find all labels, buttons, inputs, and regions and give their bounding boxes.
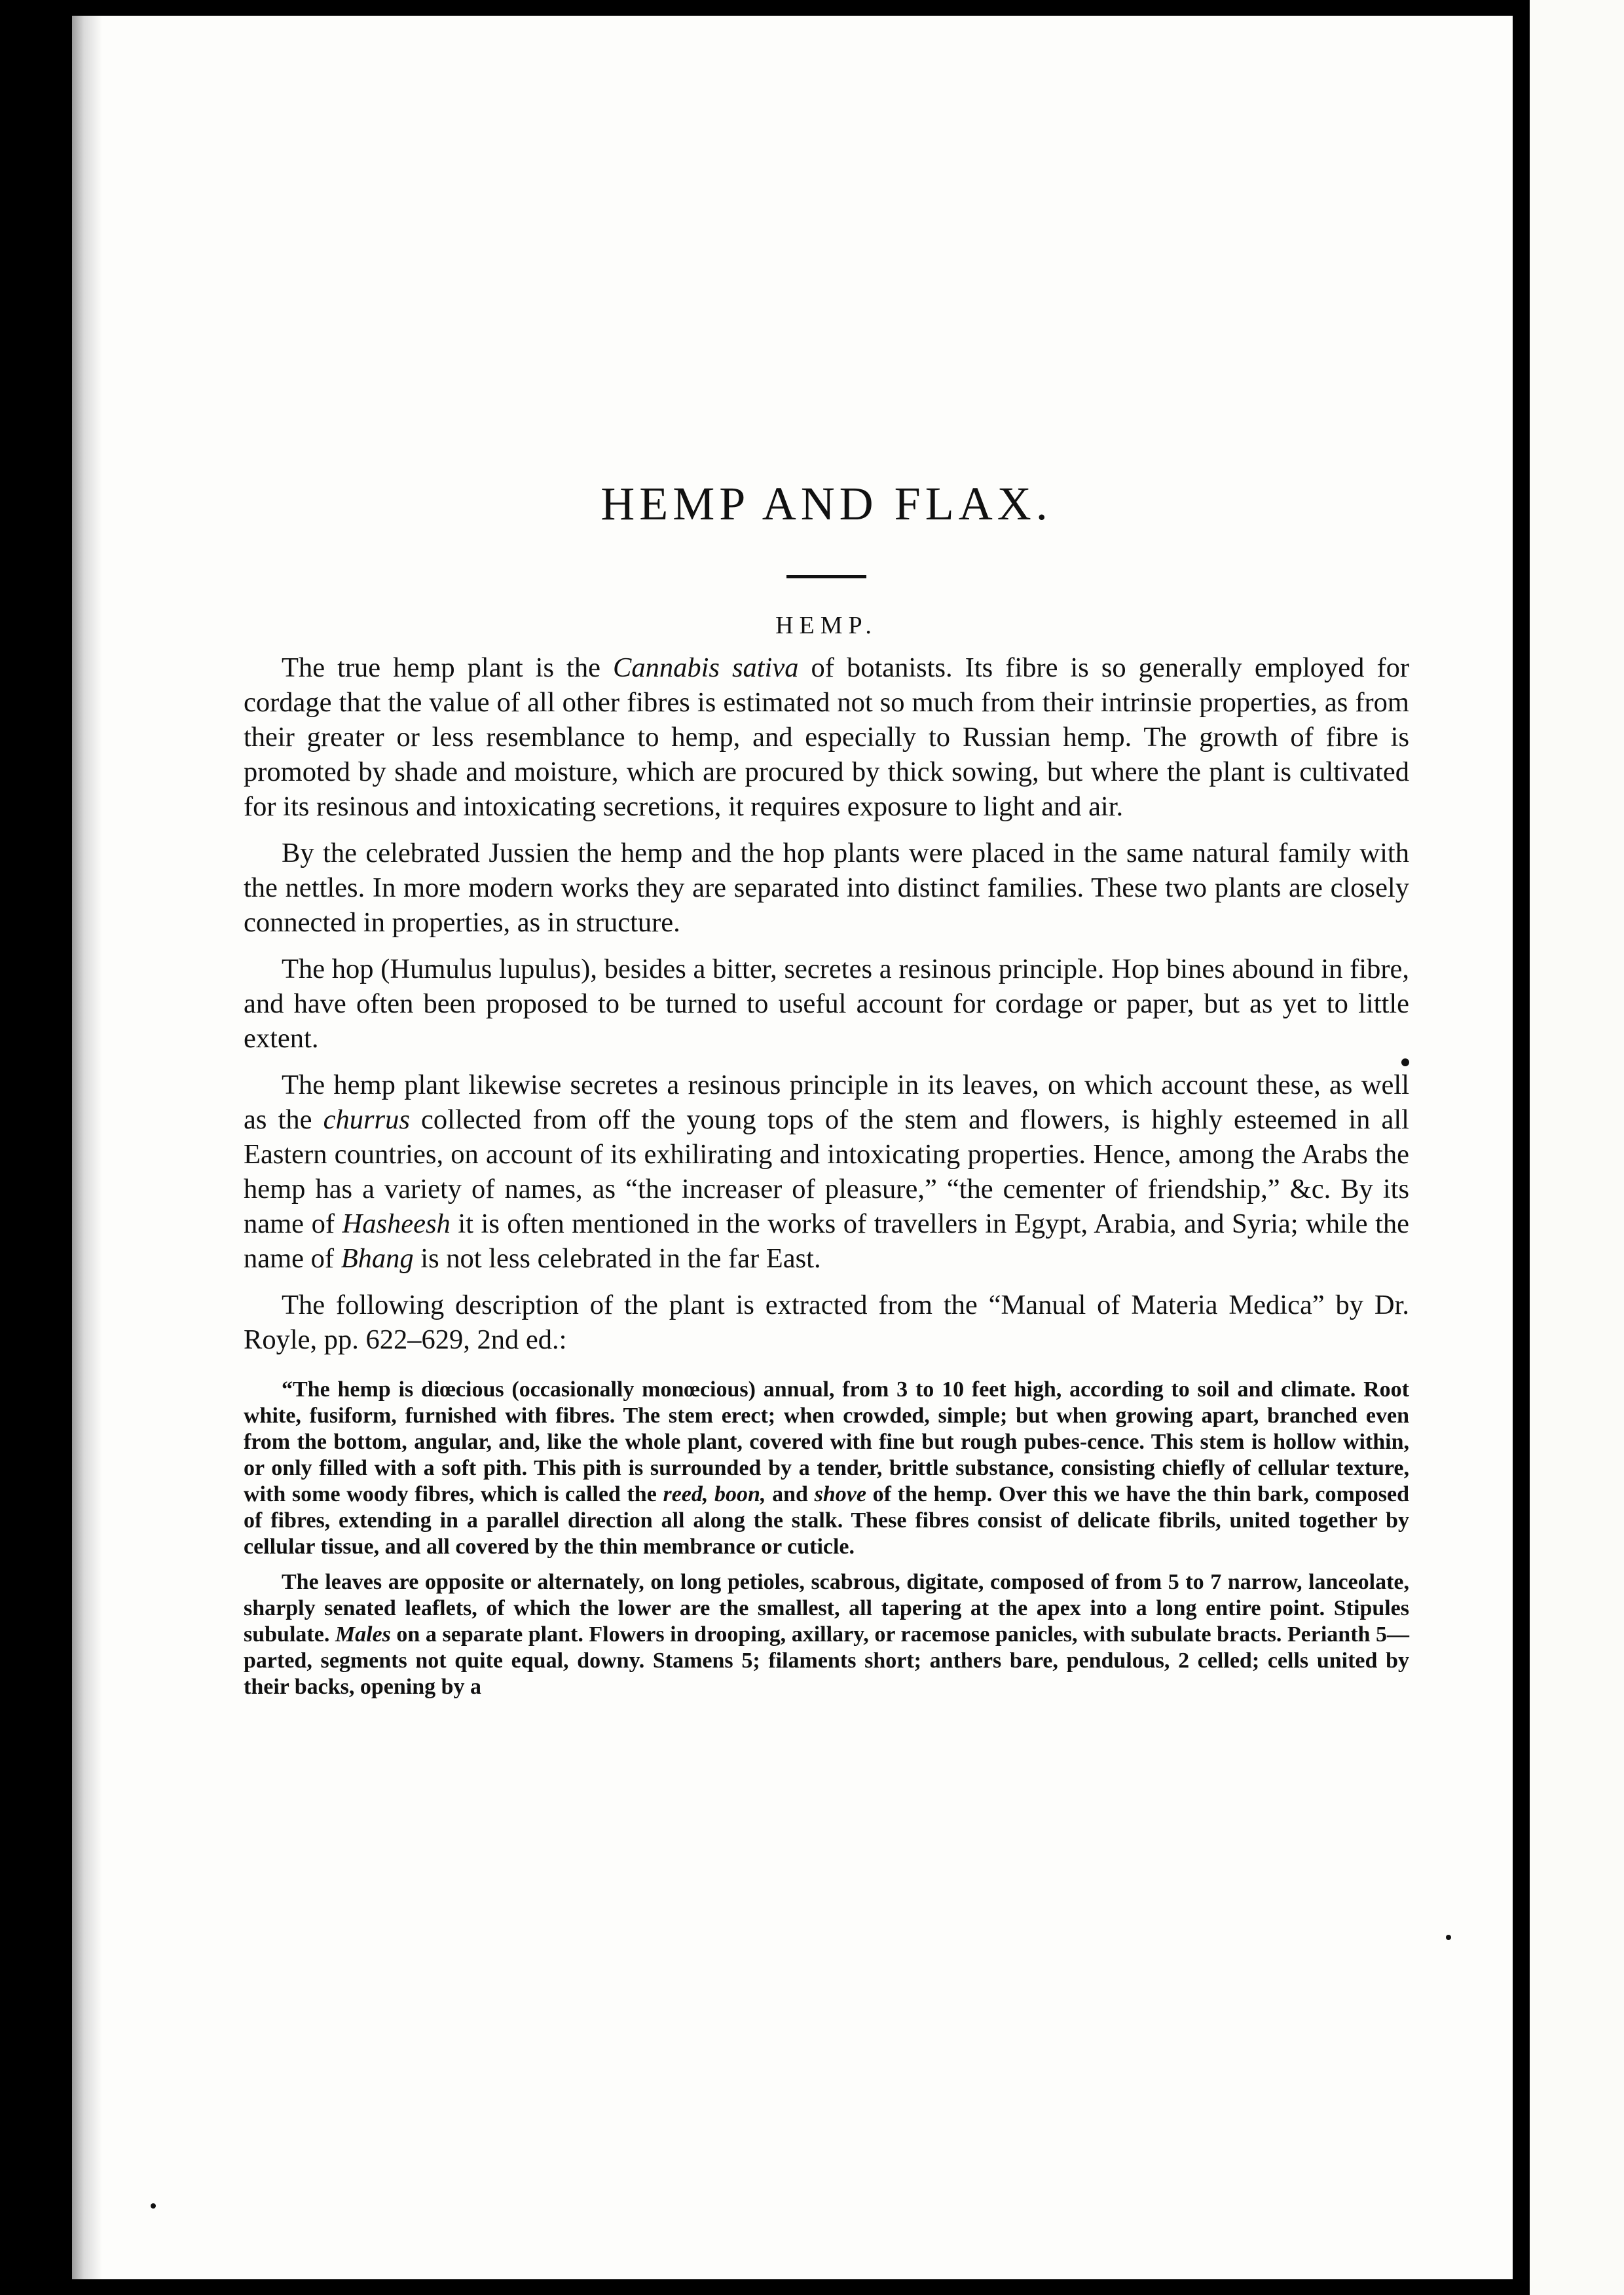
quotation-paragraph: “The hemp is diœcious (occasionally monœcious) annual, from 3 to 10 feet high, according to soil and climate. Root white, fusiform, furnished with fibres. The stem erect; when crowded, simple; but when growing apart, branched even from the bottom, angular, and, like the whole plant, covered with fine but rough pubes-cence. This stem is hollow within, or only filled with a soft pith. This pith is surrounded by a tender, brittle substance, consisting chiefly of cellular texture, with some woody fibres, which is called the reed, boon, and shove of the hemp. Over this we have the thin bark, composed of fibres, extending in a parallel direction all along the stalk. These fibres consist of delicate fibrils, united together by cellular tissue, and all covered by the thin membrance or cuticle. (244, 1377, 1409, 1559)
paragraph: The true hemp plant is the Cannabis sativa of botanists. Its fibre is so generally employed for cordage that the value of all other fibres is estimated not so much from their intrinsie properties, as from their greater or less resemblance to hemp, and especially to Russian hemp. The growth of fibre is promoted by shade and moisture, which are procured by thick sowing, but where the plant is cultivated for its resinous and intoxicating secretions, it requires exposure to light and air. (244, 652, 1409, 822)
quotation-paragraph: The leaves are opposite or alternately, on long petioles, scabrous, digitate, composed of from 5 to 7 narrow, lanceolate, sharply senated leaflets, of which the lower are the smallest, all tapering at the apex into a long entire point. Stipules subulate. Males on a separate plant. Flowers in drooping, axillary, or racemose panicles, with subulate bracts. Perianth 5—parted, segments not quite equal, downy. Stamens 5; filaments short; anthers bare, pendulous, 2 celled; cells united by their backs, opening by a (244, 1570, 1409, 1699)
paragraph: The hop (Humulus lupulus), besides a bitter, secretes a resinous principle. Hop bines abound in fibre, and have often been proposed to be turned to useful account for cordage or paper, but as yet to little extent. (244, 954, 1409, 1054)
section-title: HEMP. (775, 612, 877, 639)
page-spine-shadow (72, 16, 102, 2279)
paragraph: The following description of the plant is extracted from the “Manual of Materia Medica” by Dr. Royle, pp. 622–629, 2nd ed.: (244, 1290, 1409, 1355)
facing-page-strip (1530, 0, 1624, 2295)
margin-speck (1446, 1935, 1451, 1940)
paragraph: The hemp plant likewise secretes a resinous principle in its leaves, on which account these, as well as the churrus collected from off the young tops of the stem and flowers, is highly esteemed in all Eastern countries, on account of its exhilirating and intoxicating properties. Hence, among the Arabs the hemp has a variety of names, as “the increaser of pleasure,” “the cementer of friendship,” &c. By its name of Hasheesh it is often mentioned in the works of travellers in Egypt, Arabia, and Syria; while the name of Bhang is not less celebrated in the far East. (244, 1070, 1409, 1274)
page-content (244, 474, 1409, 1709)
margin-speck (151, 2203, 156, 2209)
facing-page-edge (1519, 0, 1530, 2295)
title-rule (786, 575, 866, 578)
paragraph: By the celebrated Jussien the hemp and the hop plants were placed in the same natural family with the nettles. In more modern works they are separated into distinct families. These two plants are closely connected in properties, as in structure. (244, 838, 1409, 938)
page-title: HEMP AND FLAX. (600, 477, 1052, 530)
book-page (72, 16, 1513, 2279)
